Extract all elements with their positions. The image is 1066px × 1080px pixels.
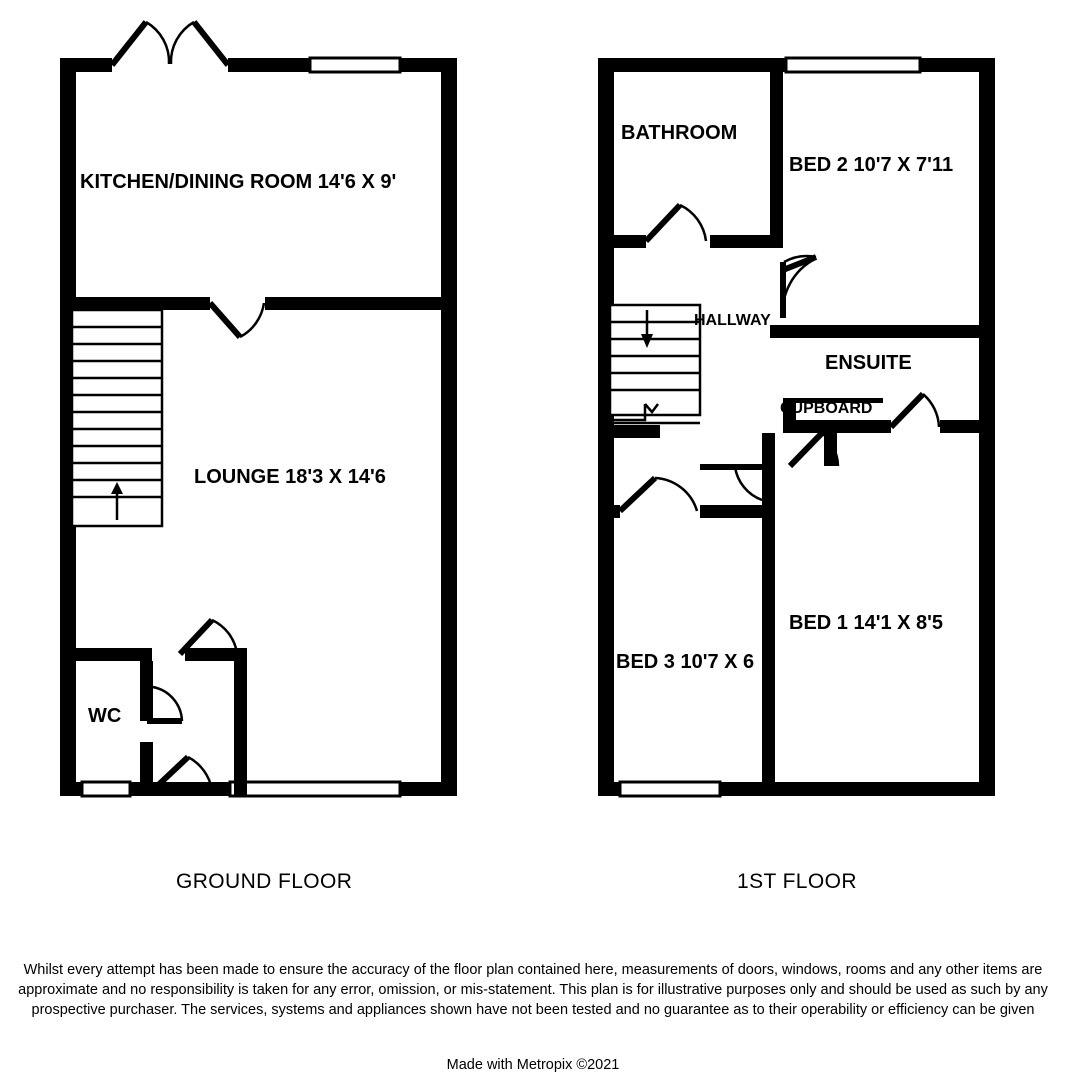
bathroom-door [646, 205, 706, 241]
room-label-cupboard: CUPBOARD [780, 400, 873, 417]
room-label-hallway: HALLWAY [694, 312, 771, 329]
room-label-bed1: BED 1 14'1 X 8'5 [789, 612, 944, 634]
bed1-door [700, 467, 762, 500]
room-label-bathroom: BATHROOM [621, 122, 738, 144]
room-label-ensuite: ENSUITE [825, 352, 912, 374]
kitchen-lounge-door [210, 303, 264, 337]
first-floor-title: 1ST FLOOR [737, 870, 857, 893]
room-label-bed2: BED 2 10'7 X 7'11 [789, 154, 954, 176]
room-label-wc: WC [88, 705, 122, 727]
ground-floor-title: GROUND FLOOR [176, 870, 353, 893]
bed2-wall-bottom [770, 325, 995, 338]
bathroom-bed2-wall [770, 58, 783, 248]
first-floor-staircase [610, 305, 700, 423]
kitchen-lounge-partition [60, 297, 457, 310]
metropix-credit: Made with Metropix ©2021 [446, 1057, 620, 1073]
bed3-door [620, 478, 697, 511]
ensuite-door [891, 394, 939, 427]
first-floor-lower-walls [598, 425, 775, 796]
room-label-kitchen-dining: KITCHEN/DINING ROOM 14'6 X 9' [80, 171, 397, 193]
disclaimer-text: Whilst every attempt has been made to ensure the accuracy of the floor plan contained here, measurements of doors, windows, rooms and any other items are approximate and no responsibility is taken for any error, omission, or mis-statement. This plan is for illustrative purposes only and should be used as such by any prospective purchaser. The services, systems and appliances shown have not been tested and no guarantee as to their operability or efficiency can be given [18, 962, 1048, 1018]
front-door [112, 22, 228, 65]
room-label-bed3: BED 3 10'7 X 6 [616, 651, 755, 673]
ground-floor-staircase [72, 310, 162, 526]
bed2-door [783, 256, 816, 318]
bathroom-wall-bottom [598, 235, 783, 248]
ground-floor-plan [60, 22, 457, 796]
room-label-lounge: LOUNGE 18'3 X 14'6 [194, 466, 386, 488]
